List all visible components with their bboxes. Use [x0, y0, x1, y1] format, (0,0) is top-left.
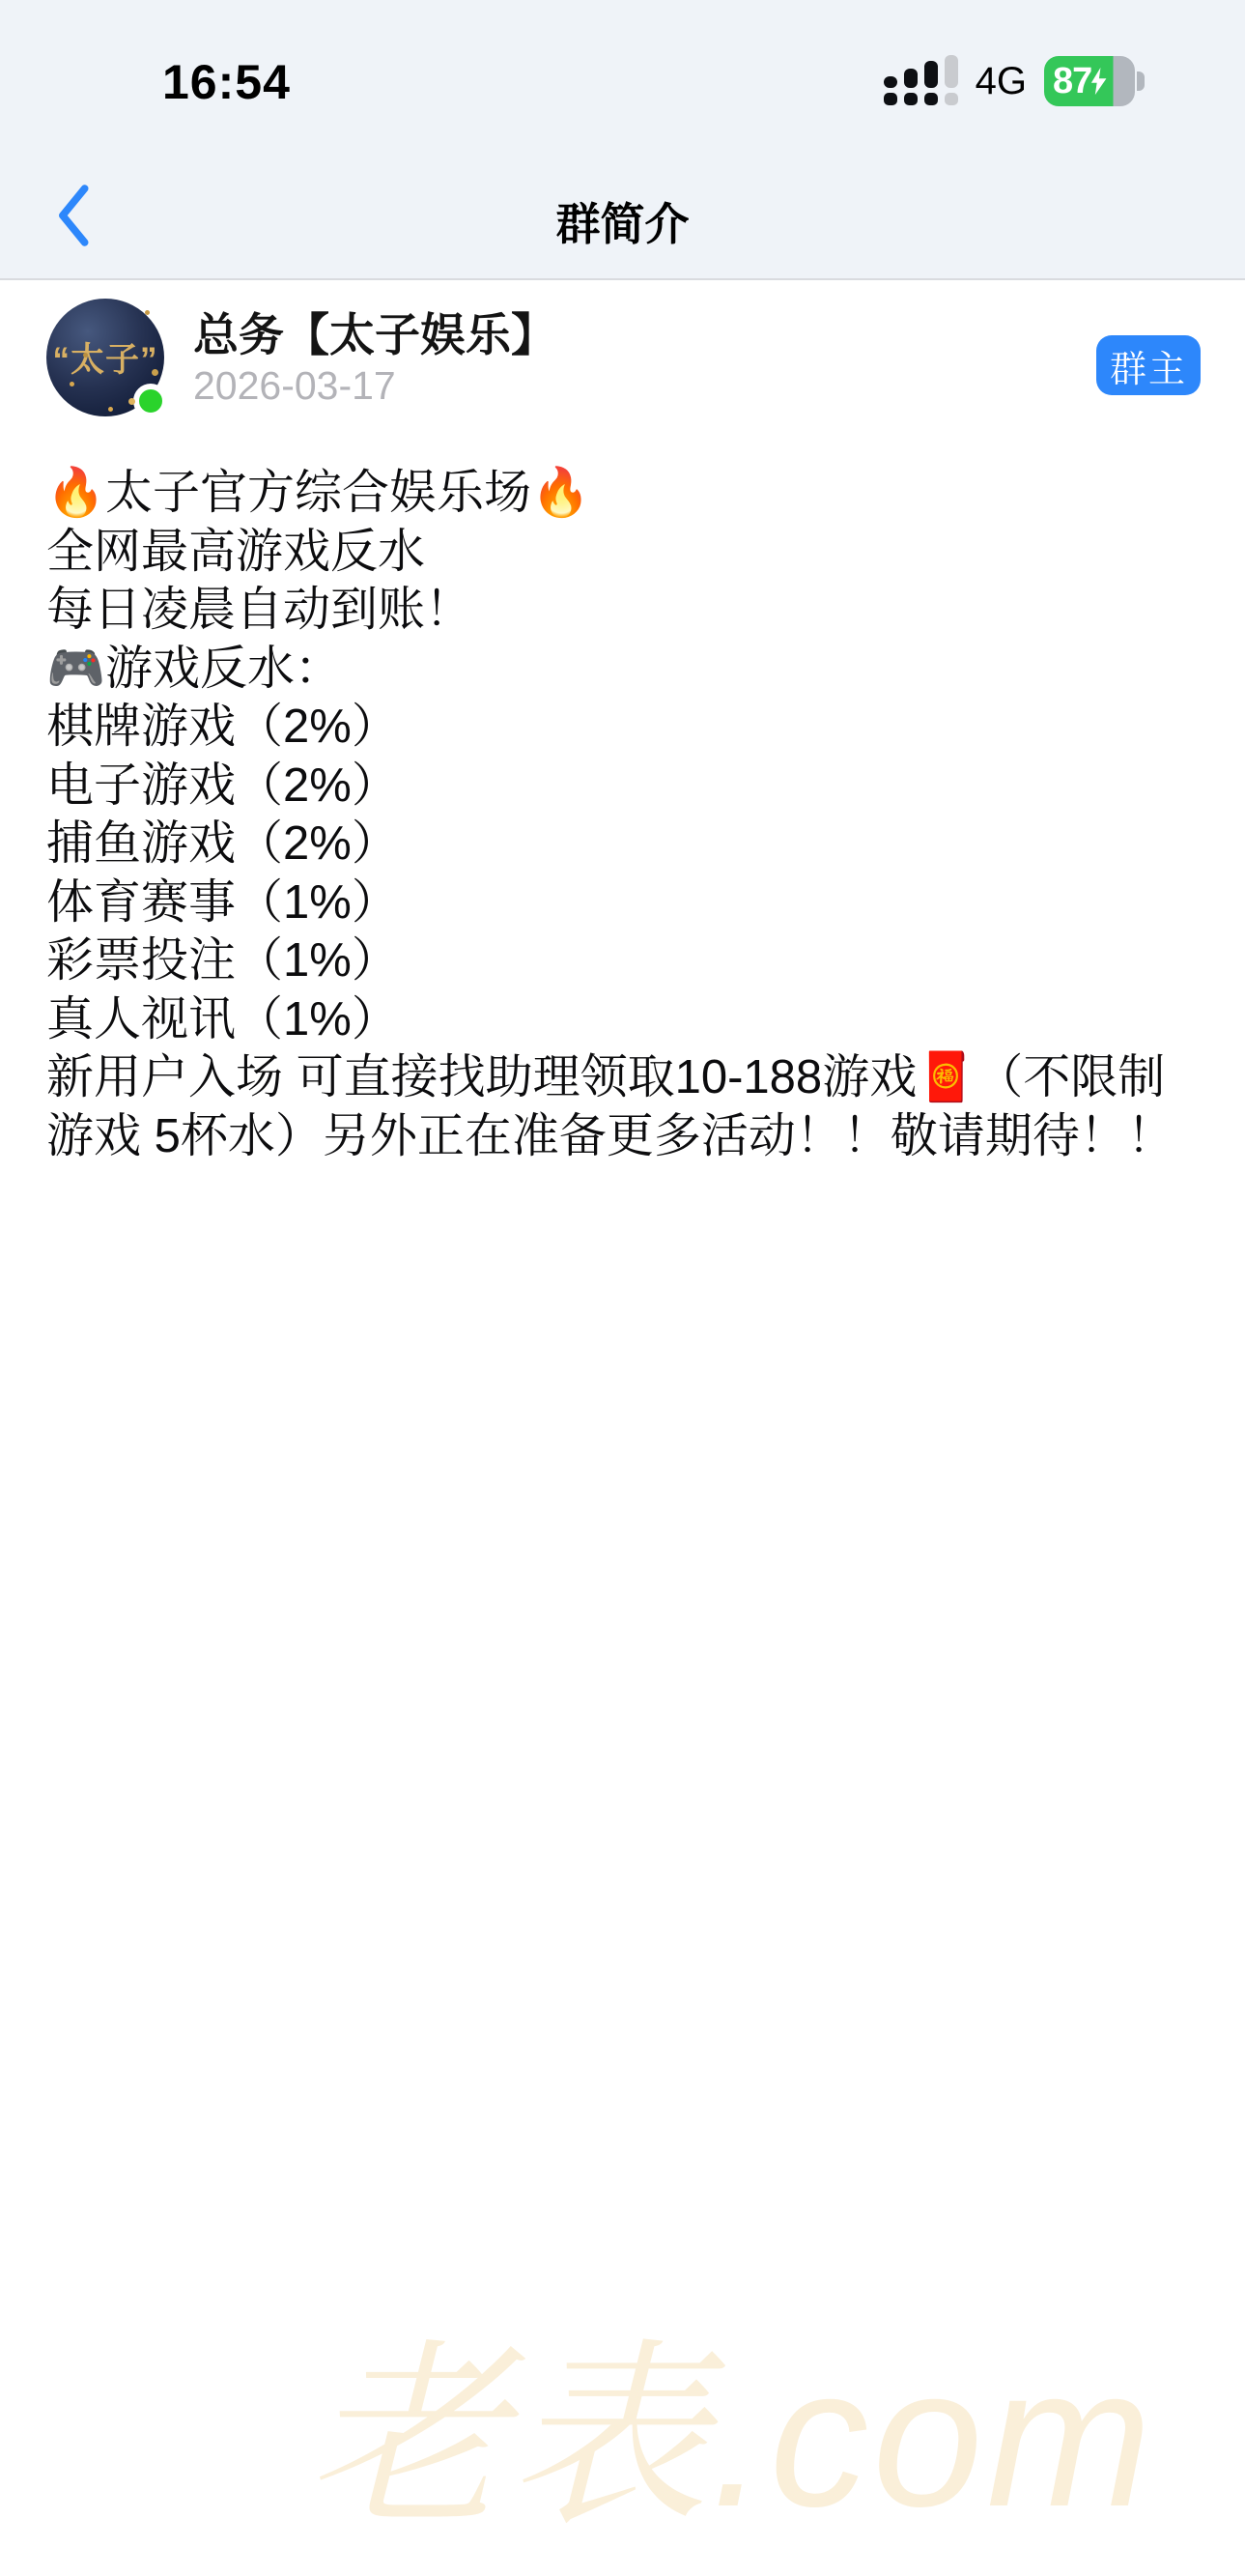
charging-bolt-icon	[1090, 67, 1107, 96]
group-owner-name: 总务【太子娱乐】	[193, 309, 556, 360]
status-icons	[884, 52, 1145, 110]
top-bar	[0, 0, 1245, 280]
cellular-signal-icon	[884, 57, 958, 105]
watermark: 老表.com	[307, 2327, 1156, 2548]
signal-bar	[884, 76, 897, 105]
battery-body	[1044, 56, 1135, 106]
group-date: 2026-03-17	[193, 363, 396, 408]
owner-badge: 群主	[1096, 335, 1201, 395]
signal-bar	[924, 61, 938, 105]
network-type-label: 4G	[975, 59, 1027, 102]
signal-bar-inactive	[945, 55, 958, 105]
battery-percent: 87	[1053, 60, 1092, 101]
signal-bar	[904, 69, 918, 105]
avatar-text: “太子”	[52, 341, 158, 379]
status-time: 16:54	[162, 55, 291, 109]
avatar[interactable]	[46, 299, 164, 416]
online-status-dot	[133, 384, 168, 418]
battery-icon	[1044, 56, 1145, 106]
page-title: 群简介	[555, 199, 690, 249]
group-description: 🔥太子官方综合娱乐场🔥 全网最高游戏反水 每日凌晨自动到账！ 🎮游戏反水： 棋牌游戏（2%） 电子游戏（2%） 捕鱼游戏（2%） 体育赛事（1%） 彩票投注（1%） 真人视讯（1%） 新用户入场 可直接找助理领取10-188游戏🧧（不限制游戏 5杯水）另外正在准备更多活动！！敬请期待！！	[46, 467, 1174, 1162]
battery-nub	[1137, 72, 1145, 91]
